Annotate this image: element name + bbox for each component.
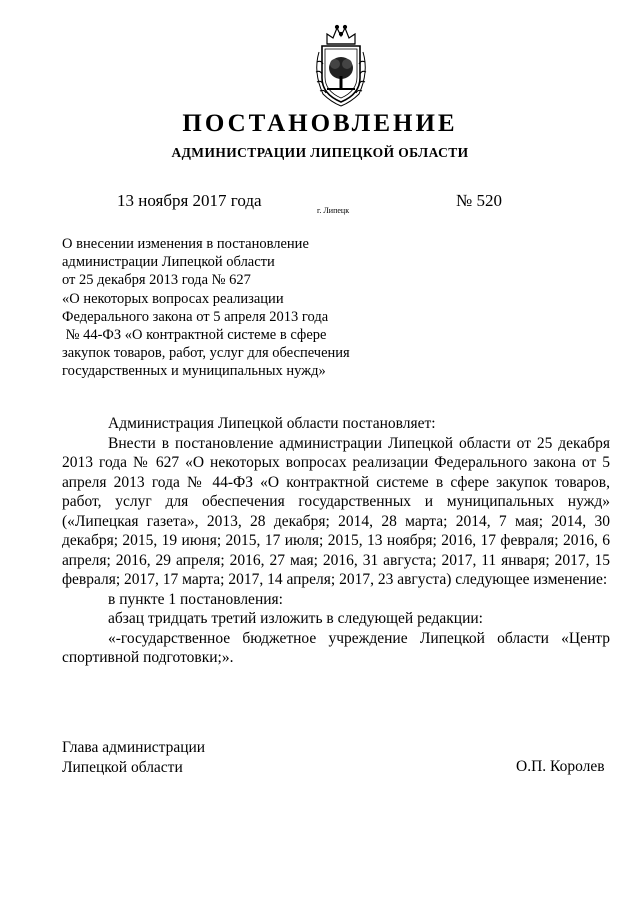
document-subject	[62, 235, 382, 381]
subject-line: администрации Липецкой области	[62, 254, 275, 271]
subject-line: государственных и муниципальных нужд»	[62, 363, 326, 380]
quote-paragraph: «-государственное бюджетное учреждение Липецкой области «Центр спортивной подготовки;».	[62, 629, 610, 666]
instruction-paragraph: абзац тридцать третий изложить в следующей редакции:	[108, 610, 483, 627]
point-paragraph: в пункте 1 постановления:	[108, 590, 283, 608]
signature-position-line: Липецкой области	[62, 758, 183, 776]
document-subtitle: АДМИНИСТРАЦИИ ЛИПЕЦКОЙ ОБЛАСТИ	[171, 145, 469, 160]
signature-position-line: Глава администрации	[62, 739, 206, 756]
document-city: г. Липецк	[317, 206, 350, 215]
subject-line: Федерального закона от 5 апреля 2013 года	[62, 308, 329, 325]
main-paragraph: Внести в постановление администрации Липецкой области от 25 декабря 2013 года № 627 «О некоторых вопросах реализации Федерального закона от 5 апреля 2013 года № 44-ФЗ «О контрактной системе в сфере закупок товаров, работ, услуг для обеспечения государственных и муниципальных нужд» («Липецкая газета», 2013, 28 декабря; 2014, 28 марта; 2014, 7 мая; 2014, 30 декабря; 2015, 19 июня; 2015, 17 июля; 2015, 13 ноября; 2016, 17 февраля; 2016, 6 апреля; 2016, 29 апреля; 2016, 27 мая; 2016, 31 августа; 2017, 11 января; 2017, 15 февраля; 2017, 17 марта; 2017, 14 апреля; 2017, 23 августа) следующее изменение:	[62, 434, 610, 588]
coat-of-arms-icon	[301, 22, 381, 110]
subject-line: от 25 декабря 2013 года № 627	[62, 272, 251, 289]
signature-position	[62, 738, 205, 777]
preamble-paragraph: Администрация Липецкой области постановляет:	[108, 415, 436, 432]
subject-line: закупок товаров, работ, услуг для обеспечения	[62, 345, 350, 362]
subject-line: О внесении изменения в постановление	[62, 236, 309, 252]
document-date: 13 ноября 2017 года	[117, 191, 262, 210]
document-number: № 520	[456, 191, 502, 210]
subject-line: № 44-ФЗ «О контрактной системе в сфере	[62, 327, 327, 344]
subject-line: «О некоторых вопросах реализации	[62, 290, 284, 307]
document-title: ПОСТАНОВЛЕНИЕ	[182, 110, 458, 137]
signature-name: О.П. Королев	[516, 758, 605, 775]
document-body	[62, 414, 610, 668]
